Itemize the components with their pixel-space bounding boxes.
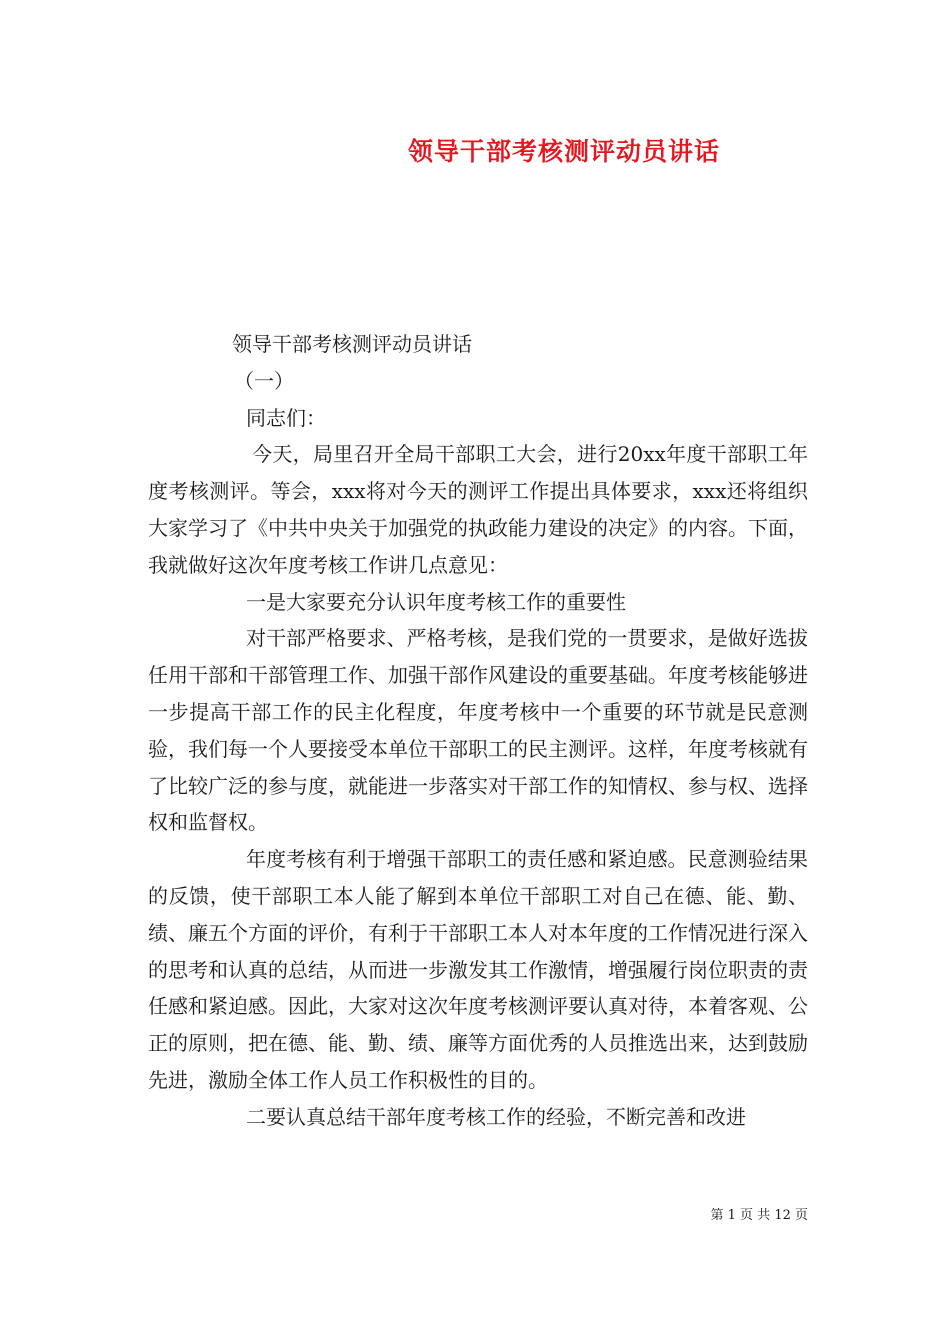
page-title: 领导干部考核测评动员讲话 — [407, 137, 720, 166]
document-body — [148, 326, 808, 1136]
paragraph-heading: 一是大家要充分认识年度考核工作的重要性 — [246, 589, 626, 614]
paragraph: 对干部严格要求、严格考核，是我们党的一贯要求，是做好选拔任用干部和干部管理工作、加强干部作风建设的重要基础。年度考核能够进一步提高干部工作的民主化程度，年度考核中一个重要的环节就是民意测验，我们每一个人要接受本单位干部职工的民主测评。这样，年度考核就有了比较广泛的参与度，就能进一步落实对干部工作的知情权、参与权、选择权和监督权。 — [148, 626, 808, 835]
paragraph-heading: 二要认真总结干部年度考核工作的经验，不断完善和改进 — [246, 1104, 746, 1129]
document-subtitle: 领导干部考核测评动员讲话 — [232, 332, 472, 356]
salutation: 同志们： — [246, 405, 326, 430]
section-marker: （一） — [234, 368, 294, 393]
paragraph: 今天，局里召开全局干部职工大会，进行20xx年度干部职工年度考核测评。等会，xxx将对今天的测评工作提出具体要求，xxx还将组织大家学习了《中共中央关于加强党的执政能力建设的决定》的内容。下面，我就做好这次年度考核工作讲几点意见： — [148, 442, 808, 577]
paragraph: 年度考核有利于增强干部职工的责任感和紧迫感。民意测验结果的反馈，使干部职工本人能了解到本单位干部职工对自己在德、能、勤、绩、廉五个方面的评价，有利于干部职工本人对本年度的工作情况进行深入的思考和认真的总结，从而进一步激发其工作激情，增强履行岗位职责的责任感和紧迫感。因此，大家对这次年度考核测评要认真对待，本着客观、公正的原则，把在德、能、勤、绩、廉等方面优秀的人员推选出来，达到鼓励先进，激励全体工作人员工作积极性的目的。 — [148, 847, 808, 1092]
page-number: 第 1 页 共 12 页 — [710, 1208, 808, 1223]
